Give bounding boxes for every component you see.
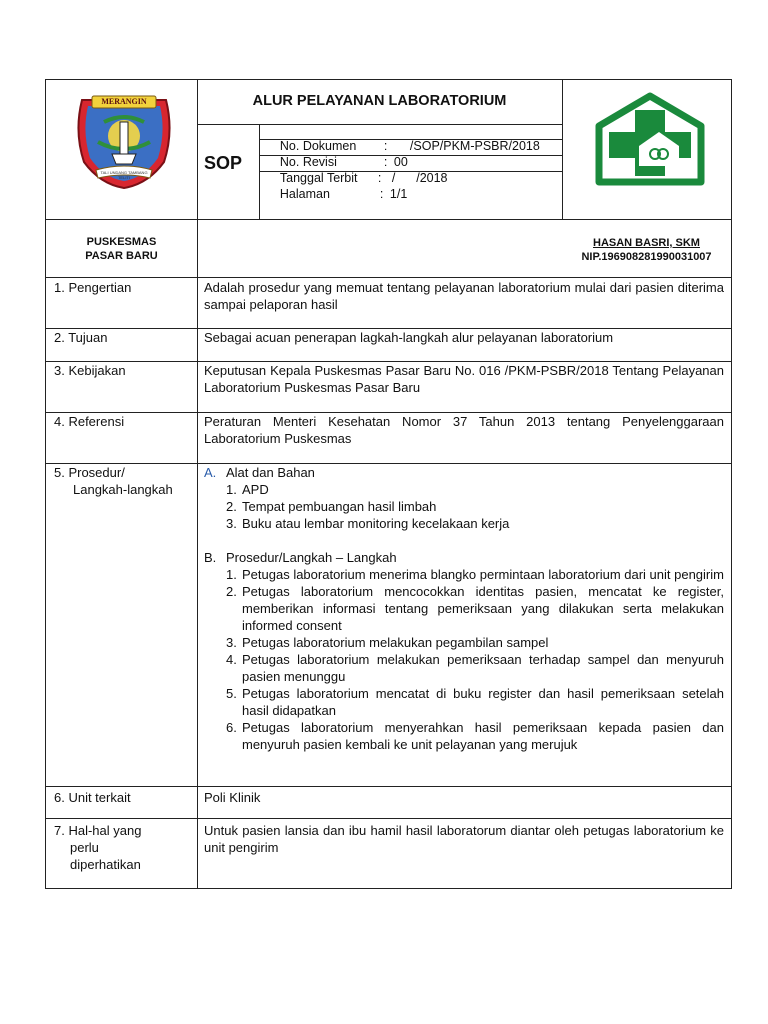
divider	[46, 786, 731, 787]
health-cross-icon	[595, 92, 705, 188]
section-a-list	[204, 481, 724, 532]
list-item: 6. Petugas laboratorium menyerahkan hasil pemeriksaan kepada pasien dan menyuruh pasien kembali ke unit pelayanan yang merujuk	[226, 720, 724, 752]
list-item: 4. Petugas laboratorium melakukan pemeriksaan terhadap sampel dan menyuruh pasien menunggu	[226, 652, 724, 684]
row-label-tujuan: 2. Tujuan	[54, 330, 108, 345]
logo-text: MERANGIN	[101, 97, 147, 106]
merangin-logo	[68, 92, 180, 192]
doc-row-page	[266, 172, 407, 217]
row-label-line: 5. Prosedur/	[54, 465, 125, 480]
org-name	[46, 235, 197, 263]
doc-row-label: No. Dokumen	[279, 139, 357, 153]
row-label-line: 7. Hal-hal yang	[54, 823, 142, 838]
list-item: 2. Petugas laboratorium mencocokkan identitas pasien, mencatat ke register, memberikan informasi tentang pemeriksaan yang dilakukan serta melakukan informed consent	[226, 584, 724, 633]
row-label-line: diperhatikan	[70, 857, 141, 872]
row-label-kebijakan: 3. Kebijakan	[54, 363, 126, 378]
doc-row-value: 00	[393, 155, 408, 169]
doc-row-sep: :	[383, 155, 388, 169]
list-item: 2. Tempat pembuangan hasil limbah	[226, 499, 437, 514]
signer-name: HASAN BASRI, SKM	[593, 237, 700, 249]
divider	[46, 818, 731, 819]
row-text-referensi: Peraturan Menteri Kesehatan Nomor 37 Tahun 2013 tentang Penyelenggaraan Laboratorium Puskesmas	[204, 414, 724, 446]
section-a-heading	[204, 464, 724, 481]
doc-row-value: / /2018	[391, 171, 448, 185]
signer-nip: NIP.196908281990031007	[581, 251, 712, 263]
logo-motto: TALI UNDANG TAMBANG TELITI	[100, 170, 148, 180]
doc-row-value: /SOP/PKM-PSBR/2018	[409, 139, 540, 153]
row-text-tujuan: Sebagai acuan penerapan lagkah-langkah alur pelayanan laboratorium	[204, 330, 614, 345]
list-item: 1. APD	[226, 482, 269, 497]
org-name-line: PASAR BARU	[85, 250, 158, 262]
row-label-hal	[54, 822, 141, 873]
puskesmas-logo	[595, 92, 705, 188]
divider	[562, 80, 563, 219]
row-text-unit: Poli Klinik	[204, 790, 261, 805]
row-label-pengertian: 1. Pengertian	[54, 280, 132, 295]
row-label-referensi: 4. Referensi	[54, 414, 125, 429]
sop-label: SOP	[204, 153, 243, 173]
doc-row-sep: :	[377, 171, 382, 185]
org-name-line: PUSKESMAS	[86, 236, 157, 248]
section-title: Prosedur/Langkah – Langkah	[226, 550, 397, 565]
list-item: 3. Buku atau lembar monitoring kecelakaan kerja	[226, 516, 510, 531]
section-letter: B.	[204, 550, 217, 565]
doc-row-sep: :	[383, 139, 388, 153]
list-item: 1. Petugas laboratorium menerima blangko permintaan laboratorium dari unit pengirim	[226, 567, 724, 582]
divider	[46, 219, 731, 220]
list-item: 5. Petugas laboratorium mencatat di buku register dan hasil pemeriksaan setelah hasil didapatkan	[226, 686, 724, 718]
divider	[197, 80, 198, 888]
row-label-line: perlu	[70, 840, 99, 855]
doc-row-value: 1/1	[389, 187, 408, 201]
section-letter: A.	[204, 465, 217, 480]
doc-row-label: No. Revisi	[279, 155, 337, 169]
section-b-heading	[204, 549, 724, 566]
row-text-kebijakan: Keputusan Kepala Puskesmas Pasar Baru No. 016 /PKM-PSBR/2018 Tentang Pelayanan Laboratorium Puskesmas Pasar Baru	[204, 363, 724, 395]
doc-row-label: Halaman	[279, 187, 330, 201]
row-label-prosedur	[54, 464, 173, 498]
row-text-hal: Untuk pasien lansia dan ibu hamil hasil laboratorum diantar oleh petugas laboratorium ke unit pengirim	[204, 823, 724, 855]
sop-document	[45, 79, 732, 889]
doc-row-label: Tanggal Terbit	[279, 171, 358, 185]
signer-block	[562, 236, 731, 264]
document-title: ALUR PELAYANAN LABORATORIUM	[252, 93, 507, 109]
row-label-line: Langkah-langkah	[73, 482, 173, 497]
list-item: 3. Petugas laboratorium melakukan pegambilan sampel	[226, 635, 549, 650]
divider	[46, 277, 731, 278]
doc-row-sep: :	[379, 187, 384, 201]
prosedur-content	[204, 464, 724, 753]
section-title: Alat dan Bahan	[226, 465, 315, 480]
section-b-list	[204, 566, 724, 753]
row-label-unit: 6. Unit terkait	[54, 790, 131, 805]
row-text-pengertian: Adalah prosedur yang memuat tentang pelayanan laboratorium mulai dari pasien diterima sampai pelaporan hasil	[204, 280, 724, 312]
